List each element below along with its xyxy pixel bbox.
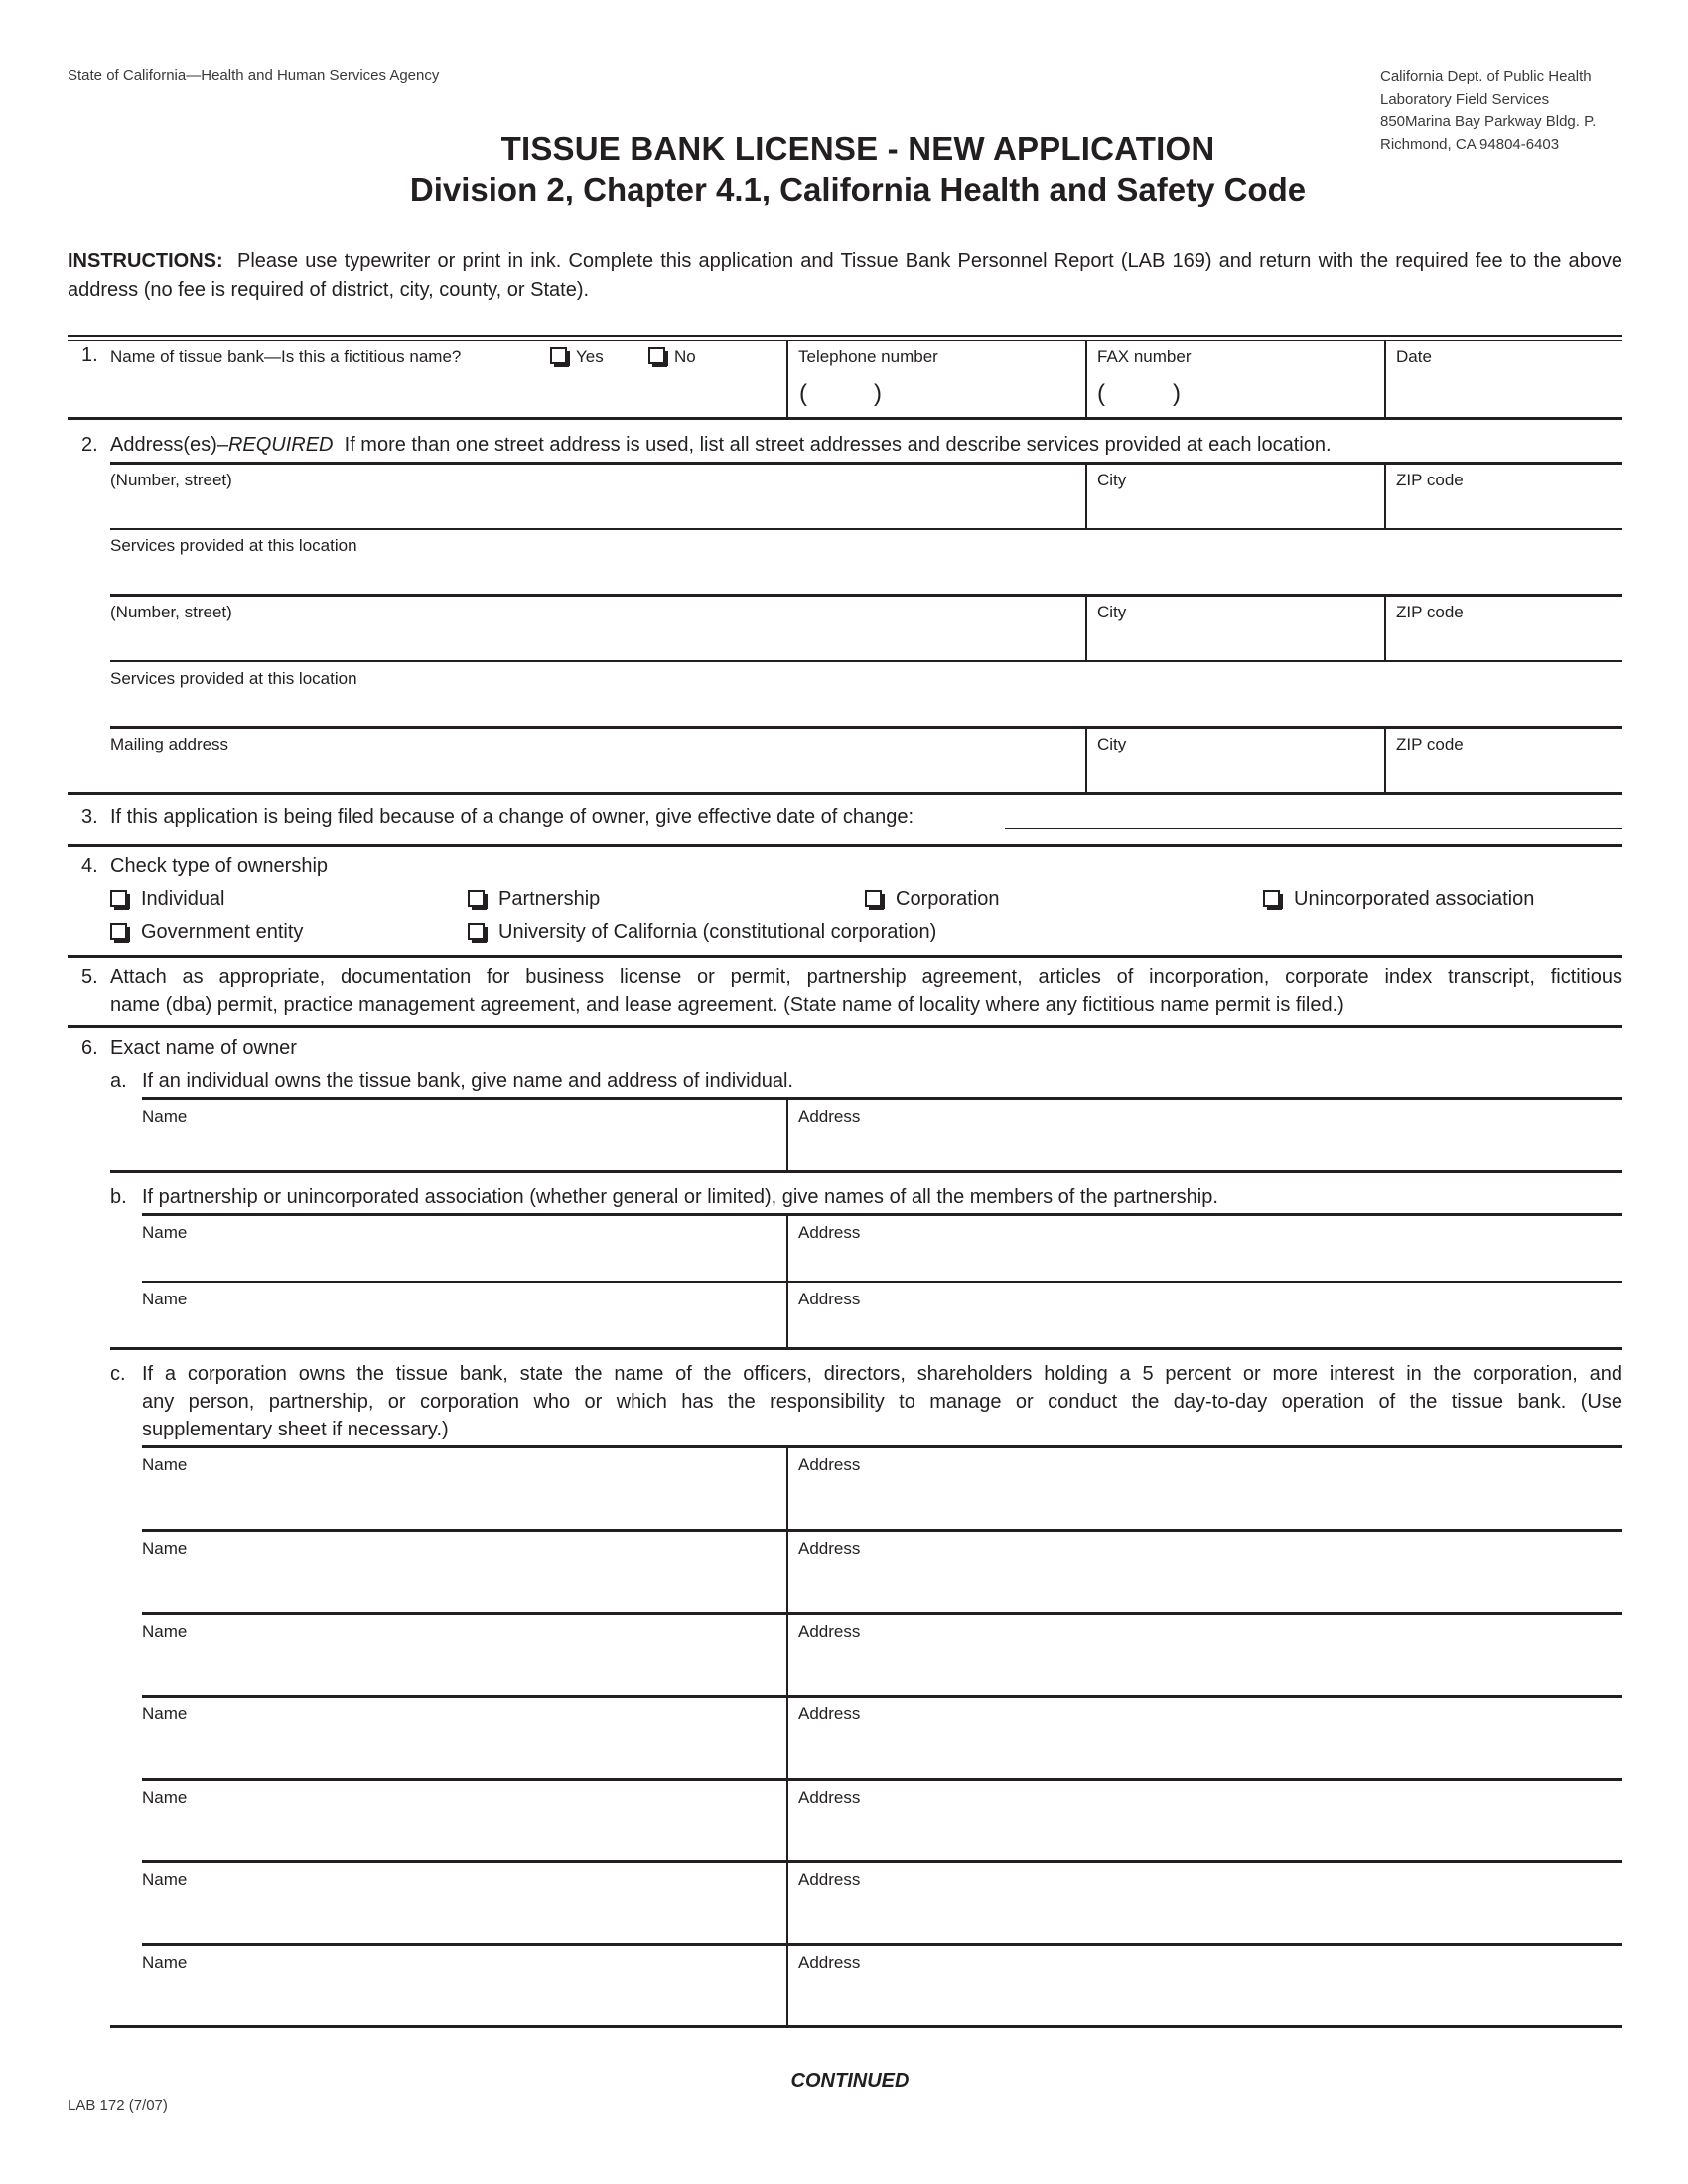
dept-line: Richmond, CA 94804-6403 bbox=[1380, 135, 1560, 153]
fax-label: FAX number bbox=[1097, 347, 1192, 366]
divider bbox=[110, 594, 1622, 597]
mailing-address-label: Mailing address bbox=[110, 735, 229, 753]
subsection-letter: a. bbox=[110, 1070, 127, 1092]
form-id: LAB 172 (7/07) bbox=[68, 2097, 168, 2114]
address-label: Address bbox=[798, 1705, 861, 1723]
university-of-california-checkbox[interactable] bbox=[468, 923, 485, 940]
corporation-owner-instructions-line2: any person, partnership, or corporation who or which has the responsibility to manage or conduct the day-to-day operation of the tissue bank. (Use bbox=[142, 1391, 1622, 1413]
divider bbox=[142, 1445, 1622, 1448]
yes-checkbox[interactable] bbox=[550, 347, 567, 364]
divider bbox=[142, 1281, 1622, 1283]
addresses-instructions bbox=[110, 434, 1332, 457]
divider bbox=[1384, 728, 1386, 793]
individual-checkbox[interactable] bbox=[110, 890, 127, 907]
name-label: Name bbox=[142, 1290, 188, 1308]
divider bbox=[142, 1695, 1622, 1698]
name-label: Name bbox=[142, 1539, 188, 1558]
divider bbox=[1384, 596, 1386, 662]
divider bbox=[68, 1025, 1622, 1028]
section-number: 5. bbox=[81, 966, 98, 988]
services-label: Services provided at this location bbox=[110, 669, 357, 688]
government-entity-checkbox[interactable] bbox=[110, 923, 127, 940]
name-label: Name bbox=[142, 1953, 188, 1972]
divider bbox=[110, 660, 1622, 662]
section-number: 1. bbox=[81, 344, 98, 366]
address-label: Address bbox=[798, 1455, 861, 1474]
dept-line: California Dept. of Public Health bbox=[1380, 68, 1592, 85]
university-of-california-label: University of California (constitutional corporation) bbox=[498, 921, 937, 943]
street-label: (Number, street) bbox=[110, 471, 232, 489]
continued-label: CONTINUED bbox=[790, 2070, 910, 2092]
divider bbox=[142, 1097, 1622, 1100]
instructions-text: Please use typewriter or print in ink. Complete this application and Tissue Bank Personnel Report (LAB 169) and return with the required fee to the above address (no fee is required of district, city, county, or State). bbox=[68, 250, 1622, 301]
divider bbox=[142, 1943, 1622, 1946]
corporation-owner-instructions-line3: supplementary sheet if necessary.) bbox=[142, 1419, 449, 1440]
street-label: (Number, street) bbox=[110, 603, 232, 621]
area-code-open: ( bbox=[799, 380, 807, 407]
zip-label: ZIP code bbox=[1396, 603, 1464, 621]
individual-label: Individual bbox=[141, 888, 225, 910]
address-label: Address bbox=[798, 1290, 861, 1308]
partnership-owner-instructions: If partnership or unincorporated association (whether general or limited), give names of all the members of the partnership. bbox=[142, 1186, 1218, 1208]
form-subtitle: Division 2, Chapter 4.1, California Health and Safety Code bbox=[409, 171, 1307, 207]
address-label: Address bbox=[798, 1622, 861, 1641]
city-label: City bbox=[1097, 603, 1127, 621]
divider bbox=[142, 1612, 1622, 1615]
divider bbox=[786, 1099, 788, 1171]
fax-area-code-open: ( bbox=[1097, 380, 1105, 407]
name-label: Name bbox=[142, 1788, 188, 1807]
divider bbox=[142, 1213, 1622, 1216]
section-number: 4. bbox=[81, 855, 98, 877]
subsection-letter: b. bbox=[110, 1186, 127, 1208]
divider bbox=[142, 1860, 1622, 1863]
divider bbox=[68, 955, 1622, 958]
divider bbox=[110, 1347, 1622, 1350]
documentation-text-line2: name (dba) permit, practice management agreement, and lease agreement. (State name of locality where any fictitious name permit is filed.) bbox=[110, 994, 1344, 1016]
partnership-checkbox[interactable] bbox=[468, 890, 485, 907]
yes-label: Yes bbox=[576, 347, 604, 366]
unincorporated-association-checkbox[interactable] bbox=[1263, 890, 1280, 907]
address-label: Address bbox=[798, 1870, 861, 1889]
required-label: REQUIRED bbox=[227, 434, 334, 456]
divider bbox=[110, 726, 1622, 729]
corporation-owner-instructions-line1: If a corporation owns the tissue bank, state the name of the officers, directors, shareholders holding a 5 percent or more interest in the corporation, and bbox=[142, 1363, 1622, 1385]
change-of-owner-text: If this application is being filed because of a change of owner, give effective date of change: bbox=[110, 806, 914, 828]
unincorporated-association-label: Unincorporated association bbox=[1294, 888, 1535, 910]
services-label: Services provided at this location bbox=[110, 536, 357, 555]
divider bbox=[786, 341, 788, 417]
name-label: Name bbox=[142, 1622, 188, 1641]
addresses-text: If more than one street address is used, list all street addresses and describe services provided at each location. bbox=[344, 434, 1332, 456]
name-label: Name bbox=[142, 1455, 188, 1474]
fax-area-code-close: ) bbox=[1173, 380, 1181, 407]
divider bbox=[142, 1529, 1622, 1532]
divider bbox=[1085, 464, 1087, 530]
zip-label: ZIP code bbox=[1396, 735, 1464, 753]
address-label: Address bbox=[798, 1107, 861, 1126]
divider bbox=[110, 528, 1622, 530]
divider bbox=[1384, 464, 1386, 530]
divider bbox=[68, 340, 1622, 341]
zip-label: ZIP code bbox=[1396, 471, 1464, 489]
divider bbox=[786, 1447, 788, 2025]
name-label: Name bbox=[142, 1705, 188, 1723]
section-number: 3. bbox=[81, 806, 98, 828]
corporation-label: Corporation bbox=[896, 888, 1000, 910]
ownership-type-label: Check type of ownership bbox=[110, 855, 329, 877]
section-number: 2. bbox=[81, 434, 98, 456]
city-label: City bbox=[1097, 735, 1127, 753]
divider bbox=[142, 1778, 1622, 1781]
telephone-label: Telephone number bbox=[798, 347, 938, 366]
name-label: Name bbox=[142, 1223, 188, 1242]
name-label: Name bbox=[142, 1870, 188, 1889]
divider bbox=[68, 844, 1622, 847]
section-number: 6. bbox=[81, 1037, 98, 1059]
divider bbox=[110, 462, 1622, 465]
address-label: Address bbox=[798, 1953, 861, 1972]
divider bbox=[110, 1170, 1622, 1173]
date-label: Date bbox=[1396, 347, 1432, 366]
dept-line: 850Marina Bay Parkway Bldg. P. bbox=[1380, 113, 1597, 130]
divider bbox=[68, 792, 1622, 795]
documentation-text-line1: Attach as appropriate, documentation for business license or permit, partnership agreement, articles of incorporation, corporate index transcript, fictitious bbox=[110, 966, 1622, 988]
divider bbox=[1085, 596, 1087, 662]
area-code-close: ) bbox=[874, 380, 882, 407]
name-label: Name bbox=[142, 1107, 188, 1126]
address-label: Address bbox=[798, 1223, 861, 1242]
no-checkbox[interactable] bbox=[648, 347, 665, 364]
divider bbox=[68, 335, 1622, 337]
effective-date-line[interactable] bbox=[1005, 828, 1622, 829]
divider bbox=[1384, 341, 1386, 417]
instructions bbox=[68, 247, 1622, 305]
addresses-prefix: Address(es)– bbox=[110, 434, 228, 456]
tissue-bank-name-label: Name of tissue bank—Is this a fictitious name? bbox=[110, 347, 462, 366]
city-label: City bbox=[1097, 471, 1127, 489]
address-label: Address bbox=[798, 1539, 861, 1558]
divider bbox=[110, 2025, 1622, 2028]
dept-line: Laboratory Field Services bbox=[1380, 90, 1550, 108]
government-entity-label: Government entity bbox=[141, 921, 304, 943]
partnership-label: Partnership bbox=[498, 888, 601, 910]
no-label: No bbox=[674, 347, 696, 366]
exact-owner-name-label: Exact name of owner bbox=[110, 1037, 297, 1059]
subsection-letter: c. bbox=[110, 1363, 126, 1385]
divider bbox=[1085, 728, 1087, 793]
form-title: TISSUE BANK LICENSE - NEW APPLICATION bbox=[500, 130, 1215, 167]
address-label: Address bbox=[798, 1788, 861, 1807]
divider bbox=[1085, 341, 1087, 417]
agency-name: State of California—Health and Human Services Agency bbox=[68, 68, 440, 84]
individual-owner-instructions: If an individual owns the tissue bank, give name and address of individual. bbox=[142, 1070, 793, 1092]
divider bbox=[68, 417, 1622, 420]
corporation-checkbox[interactable] bbox=[865, 890, 882, 907]
instructions-label: INSTRUCTIONS: bbox=[68, 250, 223, 272]
